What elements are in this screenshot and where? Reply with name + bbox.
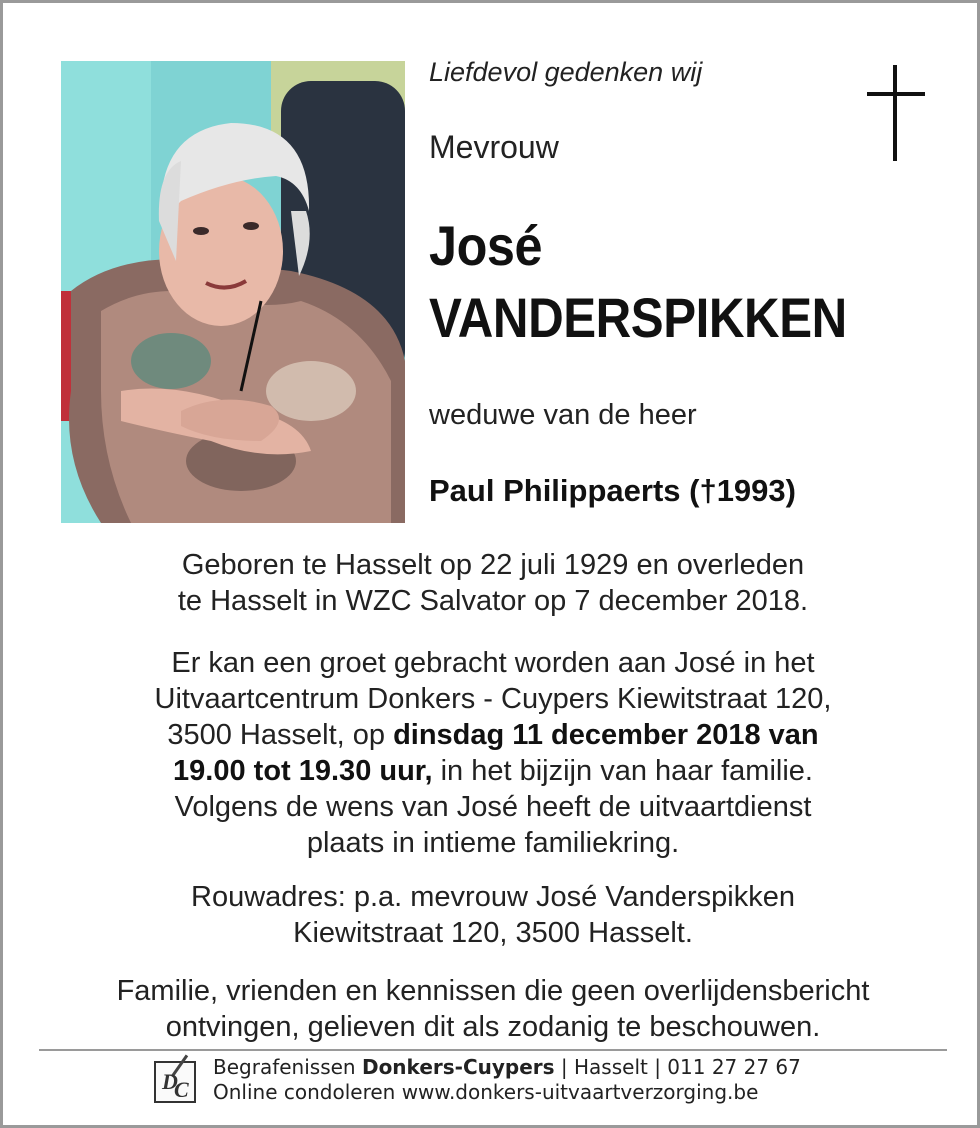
- visitation-line: [43, 753, 943, 789]
- funeral-home-logo: [154, 1061, 196, 1103]
- footer-contact: | Hasselt | 011 27 27 67: [554, 1055, 801, 1079]
- spouse-name: Paul Philippaerts (†1993): [429, 473, 796, 508]
- visitation-time: 19.00 tot 19.30 uur,: [173, 755, 433, 787]
- visitation-date: dinsdag 11 december 2018 van: [393, 719, 819, 751]
- portrait-photo: [61, 61, 405, 523]
- footer-website-link[interactable]: www.donkers-uitvaartverzorging.be: [401, 1080, 759, 1104]
- footer-company: Donkers-Cuypers: [361, 1055, 555, 1079]
- birth-death-paragraph: [43, 547, 943, 619]
- mourning-address: [43, 879, 943, 951]
- widow-of-text: weduwe van de heer: [429, 399, 697, 431]
- footer: [213, 1055, 801, 1105]
- visitation-paragraph: [43, 645, 943, 861]
- visitation-line: Uitvaartcentrum Donkers - Cuypers Kiewitstraat 120,: [154, 683, 832, 715]
- address-line: Rouwadres: p.a. mevrouw José Vanderspikken: [191, 881, 795, 913]
- portrait-illustration: [61, 61, 405, 523]
- cross-icon: [867, 65, 925, 161]
- footer-prefix: Begrafenissen: [213, 1055, 362, 1079]
- birth-death-line: Geboren te Hasselt op 22 juli 1929 en overleden: [181, 549, 805, 581]
- intro-text: Liefdevol gedenken wij: [429, 57, 703, 87]
- visitation-line: [43, 717, 943, 753]
- last-name: VANDERSPIKKEN: [429, 286, 847, 349]
- closing-paragraph: [43, 973, 943, 1045]
- first-name: José: [429, 214, 543, 277]
- birth-death-line: te Hasselt in WZC Salvator op 7 december 2018.: [177, 585, 809, 617]
- footer-online-line: [213, 1080, 801, 1105]
- visitation-text: 3500 Hasselt, op: [167, 719, 394, 751]
- address-line: Kiewitstraat 120, 3500 Hasselt.: [293, 917, 693, 949]
- logo-letter: C: [174, 1077, 189, 1102]
- footer-online-label: Online condoleren: [213, 1080, 402, 1104]
- footer-company-line: [213, 1055, 801, 1080]
- closing-line: ontvingen, gelieven dit als zodanig te beschouwen.: [165, 1011, 821, 1043]
- visitation-line: Volgens de wens van José heeft de uitvaartdienst: [174, 791, 812, 823]
- visitation-line: Er kan een groet gebracht worden aan José in het: [171, 647, 815, 679]
- honorific: Mevrouw: [429, 129, 559, 165]
- footer-divider: [39, 1049, 947, 1051]
- closing-line: Familie, vrienden en kennissen die geen overlijdensbericht: [116, 975, 870, 1007]
- visitation-line: plaats in intieme familiekring.: [306, 827, 680, 859]
- logo-letter: D: [162, 1069, 178, 1094]
- visitation-text: in het bijzijn van haar familie.: [432, 755, 813, 787]
